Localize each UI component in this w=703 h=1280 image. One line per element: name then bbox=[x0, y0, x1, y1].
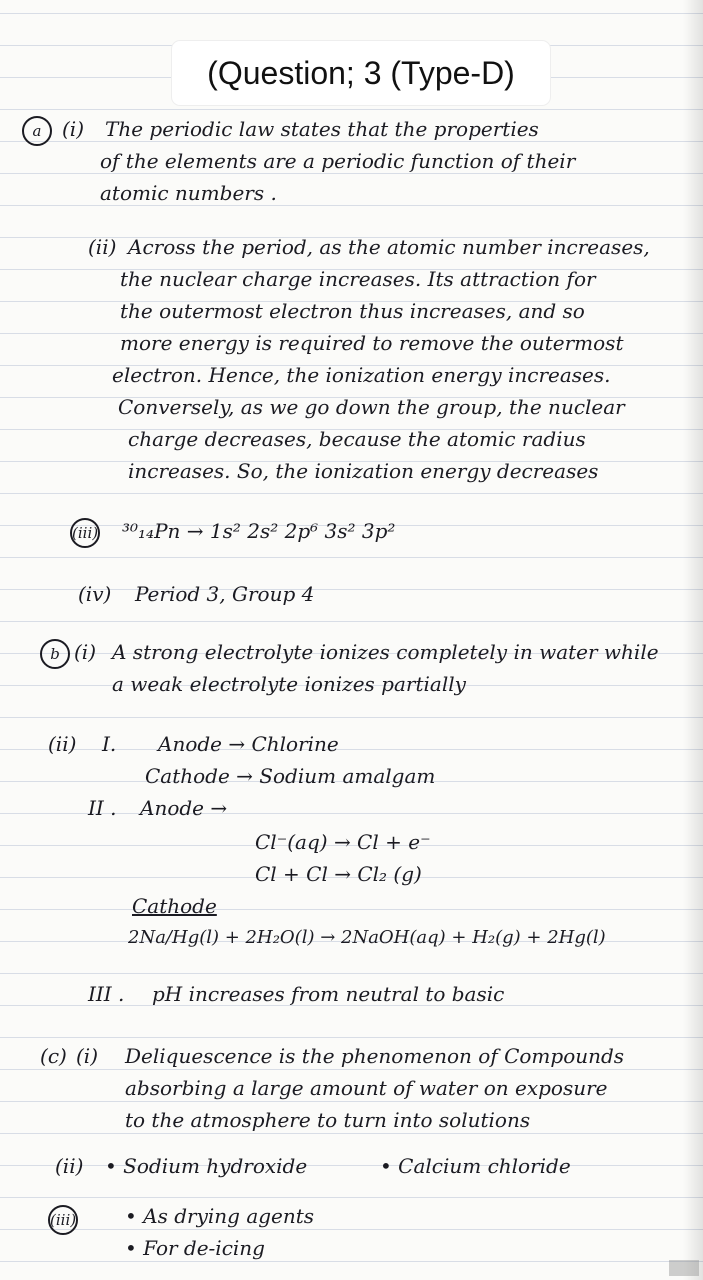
part-a-ii-label: (ii) bbox=[88, 235, 117, 259]
part-b-II-label: II . bbox=[88, 796, 117, 820]
part-c-i-line-2: absorbing a large amount of water on exposure bbox=[125, 1076, 608, 1100]
title-box bbox=[172, 41, 550, 105]
part-b-ii-label: (ii) bbox=[48, 732, 77, 756]
part-c-ii-item-1: • Sodium hydroxide bbox=[105, 1154, 308, 1178]
part-a-ii-line-2: the nuclear charge increases. Its attraction for bbox=[120, 267, 596, 291]
part-b-I-line-1: Anode → Chlorine bbox=[158, 732, 339, 756]
part-c-ii-label: (ii) bbox=[55, 1154, 84, 1178]
part-a-i-line-3: atomic numbers . bbox=[100, 181, 277, 205]
part-c-i-label: (i) bbox=[76, 1044, 99, 1068]
part-a-iii-label: (iii) bbox=[70, 515, 100, 548]
part-b-cathode-eq: 2Na/Hg(l) + 2H₂O(l) → 2NaOH(aq) + H₂(g) + 2Hg(l) bbox=[128, 927, 606, 948]
part-b-I-line-2: Cathode → Sodium amalgam bbox=[145, 764, 436, 788]
part-b-II-eq-1: Cl⁻(aq) → Cl + e⁻ bbox=[255, 830, 431, 854]
part-b-I-label: I. bbox=[102, 732, 117, 756]
part-a-i-line-1: The periodic law states that the properties bbox=[105, 117, 539, 141]
part-a-iv-label: (iv) bbox=[78, 582, 112, 606]
part-b-III-label: III . bbox=[88, 982, 125, 1006]
part-b-marker: b bbox=[40, 636, 70, 669]
part-a-i-label: (i) bbox=[62, 117, 85, 141]
part-a-iv-line: Period 3, Group 4 bbox=[135, 582, 315, 606]
part-a-i-line-2: of the elements are a periodic function of their bbox=[100, 149, 576, 173]
part-b-i-line-2: a weak electrolyte ionizes partially bbox=[112, 672, 466, 696]
part-a-ii-line-4: more energy is required to remove the outermost bbox=[120, 331, 624, 355]
part-a-ii-line-1: Across the period, as the atomic number increases, bbox=[128, 235, 650, 259]
part-a-ii-line-6: Conversely, as we go down the group, the nuclear bbox=[118, 395, 625, 419]
part-c-marker: (c) bbox=[40, 1044, 67, 1068]
part-b-i-label: (i) bbox=[74, 640, 97, 664]
part-c-i-line-3: to the atmosphere to turn into solutions bbox=[125, 1108, 531, 1132]
part-a-marker: a bbox=[22, 113, 52, 146]
part-a-ii-line-3: the outermost electron thus increases, and so bbox=[120, 299, 585, 323]
part-c-i-line-1: Deliquescence is the phenomenon of Compounds bbox=[125, 1044, 625, 1068]
part-b-cathode-label: Cathode bbox=[132, 894, 217, 918]
part-c-iii-item-1: • As drying agents bbox=[125, 1204, 315, 1228]
part-a-ii-line-8: increases. So, the ionization energy decreases bbox=[128, 459, 599, 483]
part-a-iii-line: ³⁰₁₄Pn → 1s² 2s² 2p⁶ 3s² 3p² bbox=[122, 519, 396, 543]
page-title: (Question; 3 (Type-D) bbox=[207, 54, 515, 91]
part-a-ii-line-7: charge decreases, because the atomic radius bbox=[128, 427, 586, 451]
page-edge-shadow bbox=[683, 0, 703, 1280]
part-c-ii-item-2: • Calcium chloride bbox=[380, 1154, 571, 1178]
part-b-III-line: pH increases from neutral to basic bbox=[152, 982, 505, 1006]
part-c-iii-label: (iii) bbox=[48, 1202, 78, 1235]
part-c-iii-item-2: • For de-icing bbox=[125, 1236, 265, 1260]
corner-scan-mark bbox=[669, 1260, 699, 1276]
part-b-II-anode: Anode → bbox=[140, 796, 228, 820]
part-b-II-eq-2: Cl + Cl → Cl₂ (g) bbox=[255, 862, 422, 886]
part-b-i-line-1: A strong electrolyte ionizes completely in water while bbox=[112, 640, 659, 664]
part-a-ii-line-5: electron. Hence, the ionization energy increases. bbox=[112, 363, 611, 387]
